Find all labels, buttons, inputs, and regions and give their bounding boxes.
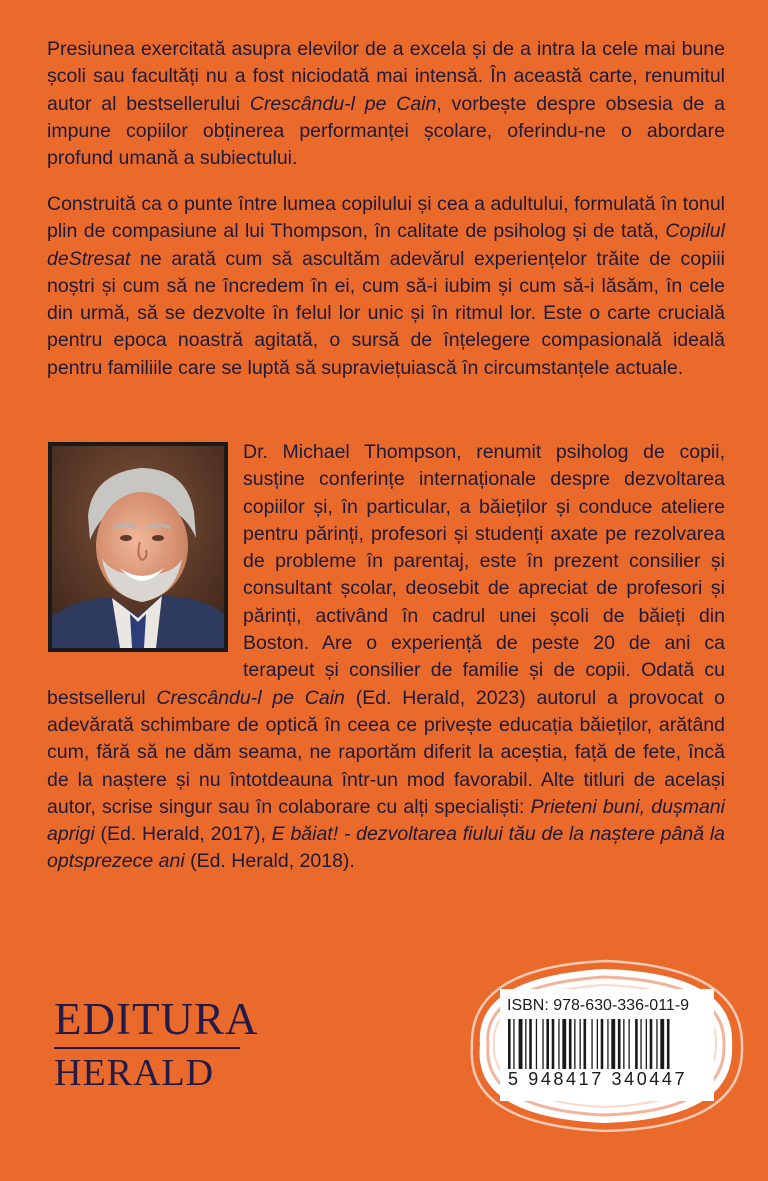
- intro-text-part: Presiunea exercitată asupra elevilor de a excela și de a intra la cele mai bune școli sau facultăți nu a fost niciodată mai intensă. În această carte, renumitul autor al bestsellerului: [47, 38, 725, 115]
- bio-text-part: (Ed. Herald, 2018).: [184, 850, 355, 873]
- book-title-italic: Crescându-l pe Cain: [249, 92, 437, 115]
- description-text-part: Construită ca o punte între lumea copilului și cea a adultului, formulată în tonul plin de compasiune al lui Thompson, în calitate de psiholog și de tată,: [47, 193, 725, 243]
- bio-text-part: (Ed. Herald, 2017),: [94, 823, 272, 846]
- publisher-logo: [54, 994, 259, 1094]
- publisher-line-1: EDITURA: [54, 994, 259, 1044]
- publisher-line-2: HERALD: [54, 1052, 215, 1094]
- intro-paragraph: [47, 36, 725, 172]
- bio-text-part: (Ed. Herald, 2023) autorul a provocat o adevărată schimbare de optică în ceea ce privește educația băieților, arătând cum, fără să ne dăm seama, ne raportăm diferit la aceștia, față de fete, încă de la naștere și nu întotdeauna într-un mod favorabil. Alte titluri de același autor, scrise singur sau în colaborare cu alți specialiști:: [47, 686, 725, 818]
- barcode-sticker: [460, 957, 748, 1132]
- description-text-part: ne arată cum să ascultăm adevărul experiențelor trăite de copiii noștri și cum să ne încredem în ei, cum să-i iubim și cum să-i lăsăm, în cele din urmă, să se dezvolte în felul lor unic și în ritmul lor. Este o carte crucială pentru epoca noastră agitată, o sursă de înțelegere compasională ideală pentru familiile care se luptă să supraviețuiască în circumstanțele actuale.: [47, 247, 725, 379]
- description-paragraph: [47, 191, 725, 382]
- intro-text-part: , vorbește despre obsesia de a impune copiilor obținerea performanței școlare, oferindu-ne o abordare profund umană a subiectului.: [47, 92, 726, 170]
- author-bio: [47, 439, 725, 876]
- book-title-italic: Copilul deStresat: [47, 220, 725, 270]
- barcode-digits: 5 948417 340447: [508, 1069, 688, 1089]
- isbn-label: ISBN: 978-630-336-011-9: [507, 997, 690, 1014]
- book-title-italic: Prieteni buni, dușmani aprigi: [47, 795, 725, 846]
- book-title-italic: E băiat! - dezvoltarea fiului tău de la naștere până la optsprezece ani: [47, 823, 725, 873]
- publisher-divider: [54, 1047, 240, 1049]
- book-title-italic: Crescându-l pe Cain: [156, 686, 345, 709]
- bio-text-part: Dr. Michael Thompson, renumit psiholog de copii, susține conferințe internaționale despre dezvoltarea copiilor și, în particular, a băieților și conduce ateliere pentru părinți, profesori și studenți axate pe rezolvarea de probleme în parentaj, este în prezent consilier și consultant școlar, deosebit de apreciat de profesori și părinți, activând în cadrul unei școli de băieți din Boston. Are o experiență de peste 20 de ani ca terapeut și consilier de familie și de copii. Odată cu bestsellerul: [47, 441, 725, 709]
- barcode-bars: [508, 1019, 704, 1069]
